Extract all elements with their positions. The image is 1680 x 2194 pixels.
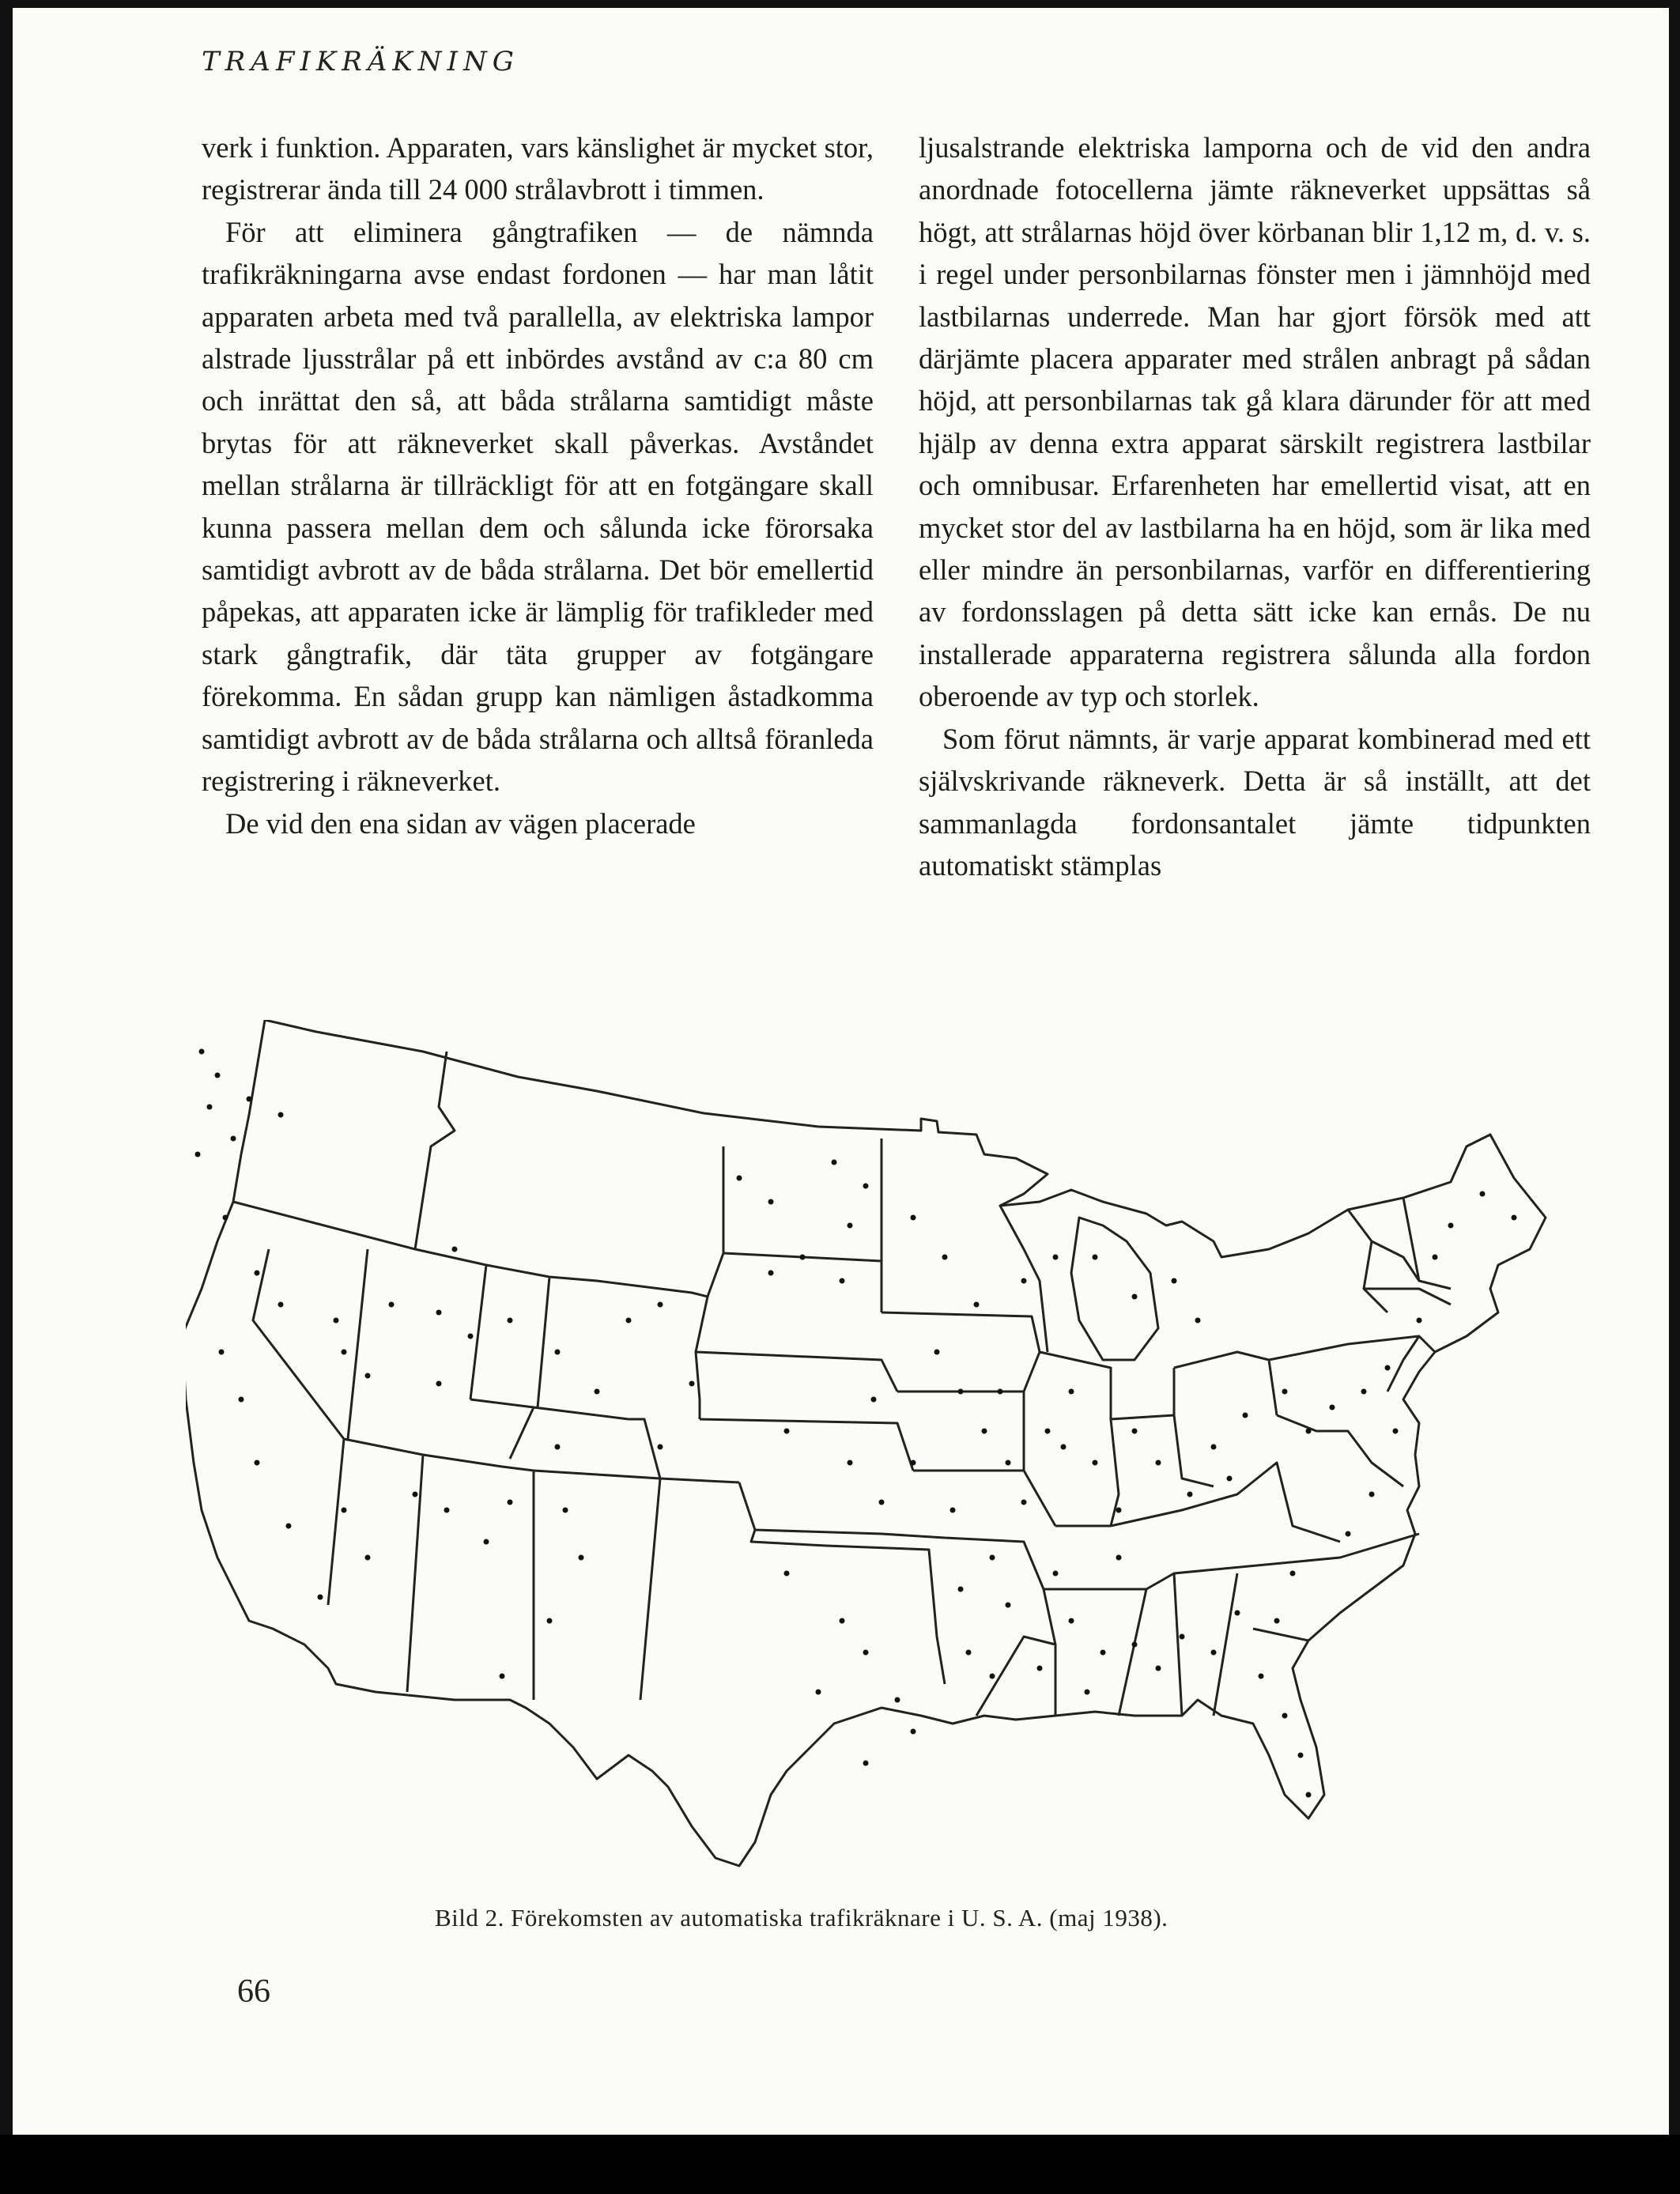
counter-dot bbox=[219, 1350, 225, 1355]
paragraph: ljusalstrande elektriska lamporna och de vid den andra anordnade fotocellerna jämte räkneverket uppsättas så högt, att strålarnas höjd över körbanan blir 1,12 m, d. v. s. i regel under personbilarnas fönster men i jämnhöjd med lastbilarnas underrede. Man har gjort försök med att därjämte placera apparater med strålen anbragt på sådan höjd, att personbilarnas tak gå klara därunder för att med hjälp av denna extra apparat särskilt registrera lastbilar och omnibusar. Erfarenheten har emellertid visat, att en mycket stor del av lastbilarna ha en höjd, som är lika med eller mindre än personbilarnas, varför en differentiering av fordonsslagen på detta sätt icke kan ernås. De nu installerade apparaterna registrera sålunda alla fordon oberoende av typ och storlek. bbox=[919, 131, 1591, 713]
counter-dot bbox=[832, 1160, 837, 1165]
counter-dot bbox=[848, 1223, 853, 1229]
counter-dot bbox=[1132, 1642, 1138, 1648]
counter-dot bbox=[1021, 1500, 1027, 1505]
page-number: 66 bbox=[237, 1973, 270, 2010]
counter-dot bbox=[207, 1105, 213, 1110]
counter-dot bbox=[1282, 1389, 1288, 1395]
counter-dot bbox=[1116, 1555, 1122, 1561]
counter-dot bbox=[452, 1247, 458, 1252]
counter-dot bbox=[816, 1690, 821, 1695]
counter-dot bbox=[1235, 1611, 1240, 1616]
counter-dot bbox=[1417, 1318, 1422, 1324]
counter-dot bbox=[1061, 1444, 1067, 1450]
counter-dot bbox=[1298, 1753, 1304, 1758]
counter-dot bbox=[436, 1310, 442, 1316]
right-column bbox=[919, 127, 1591, 886]
counter-dot bbox=[1195, 1318, 1201, 1324]
counter-dot bbox=[342, 1350, 347, 1355]
counter-dot bbox=[800, 1255, 806, 1260]
counter-dot bbox=[1156, 1460, 1161, 1466]
counter-dot bbox=[1282, 1713, 1288, 1719]
counter-dot bbox=[958, 1389, 964, 1395]
counter-dot bbox=[950, 1508, 956, 1513]
counter-dot bbox=[863, 1761, 869, 1766]
counter-dot bbox=[413, 1492, 418, 1497]
counter-dot bbox=[1180, 1634, 1185, 1640]
counter-dot bbox=[318, 1595, 323, 1600]
counter-dot bbox=[863, 1650, 869, 1656]
running-head: TRAFIKRÄKNING bbox=[202, 46, 519, 77]
counter-dot bbox=[1274, 1618, 1280, 1624]
counter-dot bbox=[444, 1508, 450, 1513]
counter-dot bbox=[1361, 1389, 1367, 1395]
counter-dot bbox=[1116, 1508, 1122, 1513]
counter-dot bbox=[199, 1049, 205, 1055]
state-borders bbox=[233, 1052, 1451, 1716]
scan-border-left bbox=[0, 0, 13, 2135]
counter-dot bbox=[1132, 1429, 1138, 1434]
counter-dot bbox=[990, 1555, 995, 1561]
counter-dot bbox=[1069, 1389, 1074, 1395]
counter-dot bbox=[1006, 1460, 1011, 1466]
scan-border-top bbox=[0, 0, 1680, 8]
counter-dot bbox=[1006, 1603, 1011, 1608]
counter-dot bbox=[1306, 1429, 1312, 1434]
counter-dot bbox=[626, 1318, 632, 1324]
counter-dot bbox=[1085, 1690, 1090, 1695]
counter-dot bbox=[768, 1199, 774, 1205]
counter-dot bbox=[1259, 1674, 1264, 1679]
counter-dot bbox=[1433, 1255, 1438, 1260]
counter-dot bbox=[974, 1302, 980, 1308]
counter-dot bbox=[255, 1271, 260, 1276]
counter-dot bbox=[1290, 1571, 1296, 1577]
counter-dot bbox=[595, 1389, 600, 1395]
counter-dot bbox=[863, 1184, 869, 1189]
counter-dot bbox=[1037, 1666, 1043, 1671]
counter-dot bbox=[1385, 1365, 1391, 1371]
counter-dot bbox=[1227, 1476, 1233, 1482]
counter-dot bbox=[1480, 1191, 1486, 1197]
counter-dot bbox=[215, 1073, 221, 1078]
counter-dot bbox=[784, 1429, 790, 1434]
counter-dot bbox=[1021, 1278, 1027, 1284]
counter-dot bbox=[508, 1318, 513, 1324]
counter-dot bbox=[547, 1618, 553, 1624]
counter-dot bbox=[278, 1302, 284, 1308]
counter-dot bbox=[223, 1215, 228, 1221]
counter-dot bbox=[911, 1460, 916, 1466]
counter-dot bbox=[195, 1152, 201, 1157]
counter-dot bbox=[1156, 1666, 1161, 1671]
counter-dot bbox=[231, 1136, 236, 1142]
counter-dot bbox=[1069, 1618, 1074, 1624]
counter-dot bbox=[1132, 1294, 1138, 1300]
counter-dot bbox=[982, 1429, 987, 1434]
counter-dot bbox=[1053, 1255, 1059, 1260]
counter-dot bbox=[239, 1397, 244, 1403]
counter-dot bbox=[1393, 1429, 1399, 1434]
counter-dot bbox=[895, 1697, 900, 1703]
us-outline bbox=[186, 1020, 1546, 1866]
counter-dot bbox=[1211, 1650, 1217, 1656]
counter-dot bbox=[255, 1460, 260, 1466]
counter-dot bbox=[879, 1500, 885, 1505]
scan-border-right bbox=[1669, 0, 1680, 2135]
counter-dot bbox=[689, 1381, 695, 1387]
counter-dot bbox=[286, 1524, 292, 1529]
counter-dot bbox=[365, 1373, 371, 1379]
counter-dot bbox=[1045, 1429, 1051, 1434]
counter-dot bbox=[436, 1381, 442, 1387]
counter-dot bbox=[1369, 1492, 1375, 1497]
counter-dot bbox=[1306, 1792, 1312, 1798]
counter-dot bbox=[784, 1571, 790, 1577]
counter-dot bbox=[278, 1112, 284, 1118]
counter-dot bbox=[555, 1444, 561, 1450]
counter-dot bbox=[658, 1444, 663, 1450]
counter-dot bbox=[911, 1729, 916, 1735]
counter-dot bbox=[1172, 1278, 1177, 1284]
counter-dot bbox=[563, 1508, 568, 1513]
paragraph: verk i funktion. Apparaten, vars känslighet är mycket stor, registrerar ända till 24 000 strålavbrott i timmen. bbox=[202, 131, 874, 206]
counter-dot bbox=[934, 1350, 940, 1355]
counter-dot bbox=[334, 1318, 339, 1324]
counter-dot bbox=[1211, 1444, 1217, 1450]
counter-dot bbox=[658, 1302, 663, 1308]
counter-dot bbox=[1330, 1405, 1335, 1410]
counter-dot bbox=[768, 1271, 774, 1276]
counter-dot bbox=[468, 1334, 474, 1339]
counter-dot bbox=[1512, 1215, 1517, 1221]
figure-caption: Bild 2. Förekomsten av automatiska trafikräknare i U. S. A. (maj 1938). bbox=[435, 1904, 1168, 1932]
counter-dot bbox=[1100, 1650, 1106, 1656]
counter-dot bbox=[990, 1674, 995, 1679]
counter-dot bbox=[389, 1302, 395, 1308]
counter-dot bbox=[966, 1650, 972, 1656]
counter-dot bbox=[1448, 1223, 1454, 1229]
counter-dot bbox=[1093, 1255, 1098, 1260]
counter-dot bbox=[247, 1097, 252, 1102]
counter-dot bbox=[508, 1500, 513, 1505]
counter-dot bbox=[555, 1350, 561, 1355]
counter-dot bbox=[484, 1539, 489, 1545]
counter-dot bbox=[1243, 1413, 1248, 1418]
counter-dot bbox=[840, 1278, 845, 1284]
counter-dot bbox=[579, 1555, 584, 1561]
left-column bbox=[202, 127, 874, 844]
counter-dot bbox=[342, 1508, 347, 1513]
usa-states-map bbox=[186, 1020, 1601, 1905]
counter-dot bbox=[958, 1587, 964, 1592]
counter-dot bbox=[365, 1555, 371, 1561]
counter-dot bbox=[1187, 1492, 1193, 1497]
counter-dot bbox=[1346, 1531, 1351, 1537]
scan-border-bottom bbox=[0, 2135, 1680, 2194]
counter-dot bbox=[871, 1397, 877, 1403]
counter-dot bbox=[1053, 1571, 1059, 1577]
counter-dot bbox=[911, 1215, 916, 1221]
counter-dot bbox=[500, 1674, 505, 1679]
paragraph: De vid den ena sidan av vägen placerade bbox=[225, 806, 696, 840]
counter-dot bbox=[942, 1255, 948, 1260]
counter-dot bbox=[840, 1618, 845, 1624]
counter-dot bbox=[737, 1176, 742, 1181]
counter-dot bbox=[848, 1460, 853, 1466]
paragraph: Som förut nämnts, är varje apparat kombinerad med ett självskrivande räkneverk. Detta är så inställt, att det sammanlagda fordonsantalet jämte tidpunkten automatiskt stämplas bbox=[919, 722, 1591, 882]
counter-dot bbox=[998, 1389, 1003, 1395]
paragraph: För att eliminera gångtrafiken — de nämnda trafikräkningarna avse endast fordonen — har man låtit apparaten arbeta med två parallella, av elektriska lampor alstrade ljusstrålar på ett inbördes avstånd av c:a 80 cm och inrättat den så, att båda strålarna samtidigt måste brytas för att räkneverket skall påverkas. Avståndet mellan strålarna är tillräckligt för att en fotgängare skall kunna passera mellan dem och sålunda icke förorsaka samtidigt avbrott av de båda strålarna. Det bör emellertid påpekas, att apparaten icke är lämplig för trafikleder med stark gångtrafik, där täta grupper av fotgängare förekomma. En sådan grupp kan nämligen åstadkomma samtidigt avbrott av de båda strålarna och alltså föranleda registrering i räkneverket. bbox=[202, 215, 874, 798]
counter-dot bbox=[1093, 1460, 1098, 1466]
